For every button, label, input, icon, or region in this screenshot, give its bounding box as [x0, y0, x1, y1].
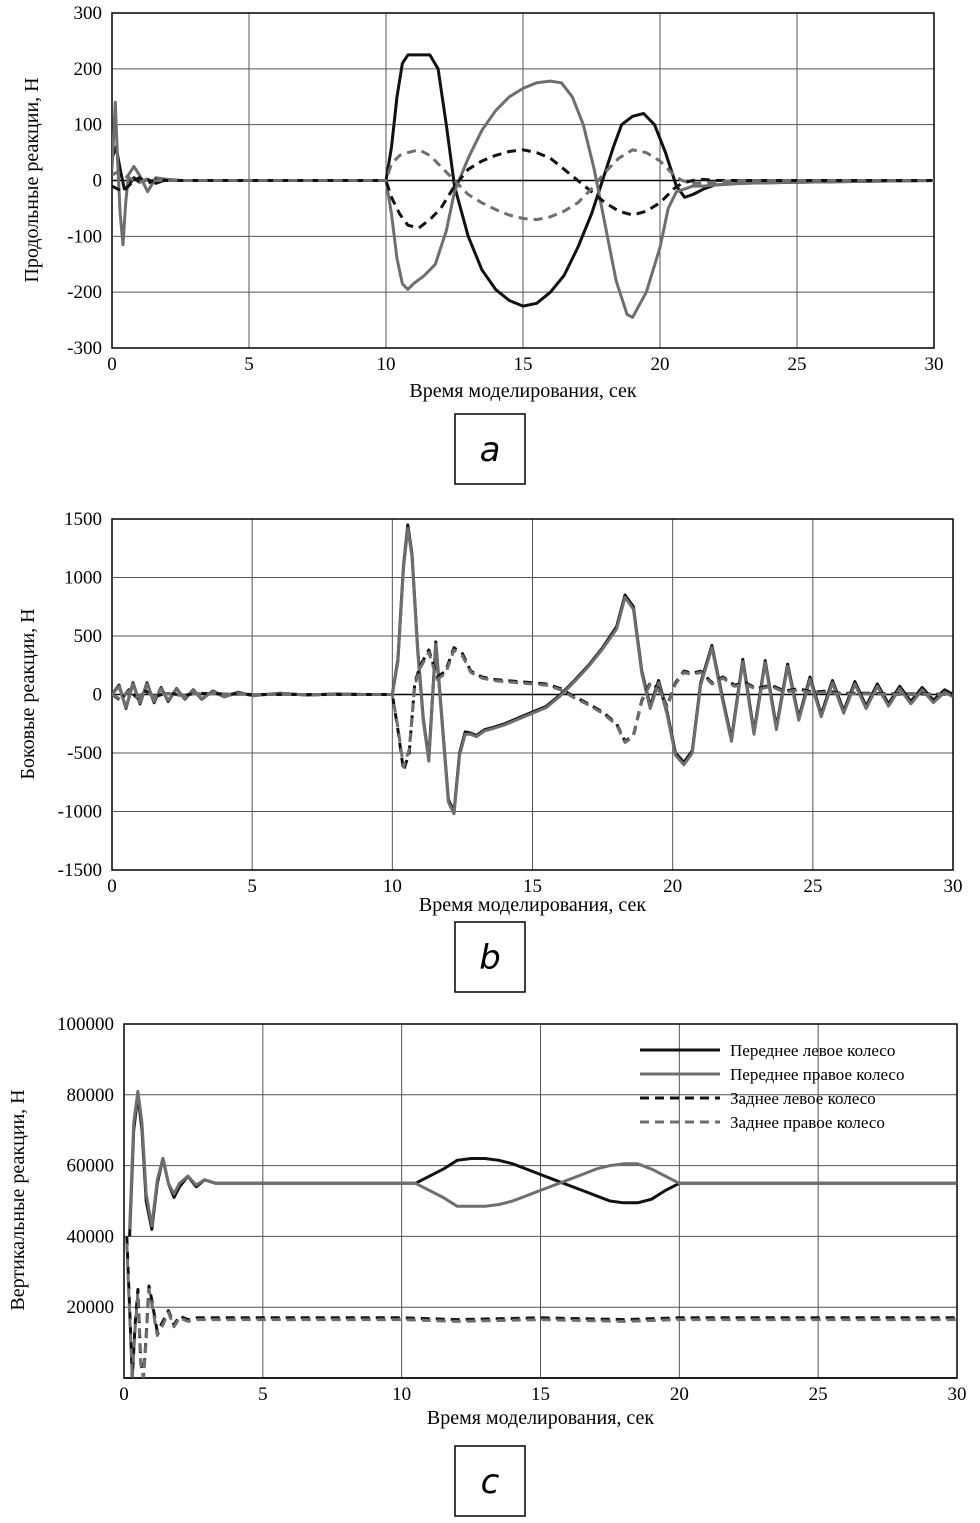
- y-tick-label: -500: [67, 743, 102, 764]
- y-tick-label: -1500: [57, 860, 102, 881]
- y-tick-label: -200: [67, 282, 102, 304]
- x-tick-label: 30: [924, 354, 944, 375]
- y-tick-label: 80000: [66, 1084, 114, 1106]
- panel-label: b: [479, 938, 501, 978]
- chart-a: [21, 3, 944, 484]
- x-tick-label: 25: [803, 876, 823, 897]
- x-tick-label: 10: [382, 876, 402, 897]
- y-tick-label: 100: [73, 114, 102, 136]
- panel-label: a: [479, 430, 501, 470]
- y-tick-label: -300: [67, 338, 102, 359]
- y-axis-label: Вертикальные реакции, Н: [7, 1089, 29, 1311]
- y-tick-label: -100: [67, 226, 102, 248]
- x-tick-label: 20: [663, 876, 683, 897]
- x-axis-label: Время моделирования, сек: [418, 894, 647, 916]
- y-tick-label: 1000: [64, 567, 102, 589]
- x-tick-label: 20: [650, 354, 670, 375]
- y-axis-label: Продольные реакции, Н: [21, 77, 43, 283]
- x-tick-label: 10: [376, 354, 396, 375]
- chart-b: [17, 509, 963, 992]
- x-tick-label: 30: [943, 876, 963, 897]
- y-tick-label: 500: [73, 626, 102, 647]
- y-tick-label: 0: [92, 170, 102, 192]
- x-tick-label: 0: [107, 354, 117, 375]
- legend-entry-3: Заднее правое колесо: [730, 1113, 885, 1132]
- chart-c: [7, 1014, 967, 1516]
- series-group: [127, 1091, 957, 1378]
- x-tick-label: 20: [669, 1384, 689, 1405]
- x-axis-label: Время моделирования, сек: [426, 1407, 655, 1429]
- x-tick-label: 25: [808, 1384, 828, 1405]
- legend-entry-0: Переднее левое колесо: [730, 1041, 896, 1060]
- y-tick-label: 60000: [66, 1155, 114, 1177]
- y-tick-label: 40000: [66, 1226, 114, 1248]
- y-tick-label: -1000: [57, 801, 102, 823]
- y-tick-label: 200: [73, 58, 102, 80]
- x-tick-label: 15: [513, 354, 533, 375]
- x-tick-label: 5: [244, 354, 254, 375]
- legend-entry-1: Переднее правое колесо: [730, 1065, 905, 1084]
- x-tick-label: 0: [107, 876, 117, 897]
- y-tick-label: 100000: [57, 1014, 114, 1035]
- y-tick-label: 20000: [66, 1297, 114, 1319]
- x-tick-label: 5: [258, 1384, 268, 1405]
- x-tick-label: 25: [787, 354, 807, 375]
- legend-entry-2: Заднее левое колесо: [730, 1089, 876, 1108]
- x-axis-label: Время моделирования, сек: [409, 380, 637, 402]
- series-line-3: [127, 1244, 957, 1379]
- x-tick-label: 5: [247, 876, 257, 897]
- y-tick-label: 1500: [64, 509, 102, 530]
- y-axis-label: Боковые реакции, Н: [17, 608, 39, 780]
- x-tick-label: 15: [531, 1384, 550, 1405]
- panel-label: c: [480, 1462, 500, 1502]
- series-line-1: [130, 1091, 957, 1229]
- x-tick-label: 30: [947, 1384, 967, 1405]
- x-tick-label: 10: [392, 1384, 412, 1405]
- y-tick-label: 0: [92, 684, 102, 706]
- x-tick-label: 0: [119, 1384, 129, 1405]
- y-tick-label: 300: [73, 3, 102, 24]
- x-tick-label: 15: [523, 876, 542, 897]
